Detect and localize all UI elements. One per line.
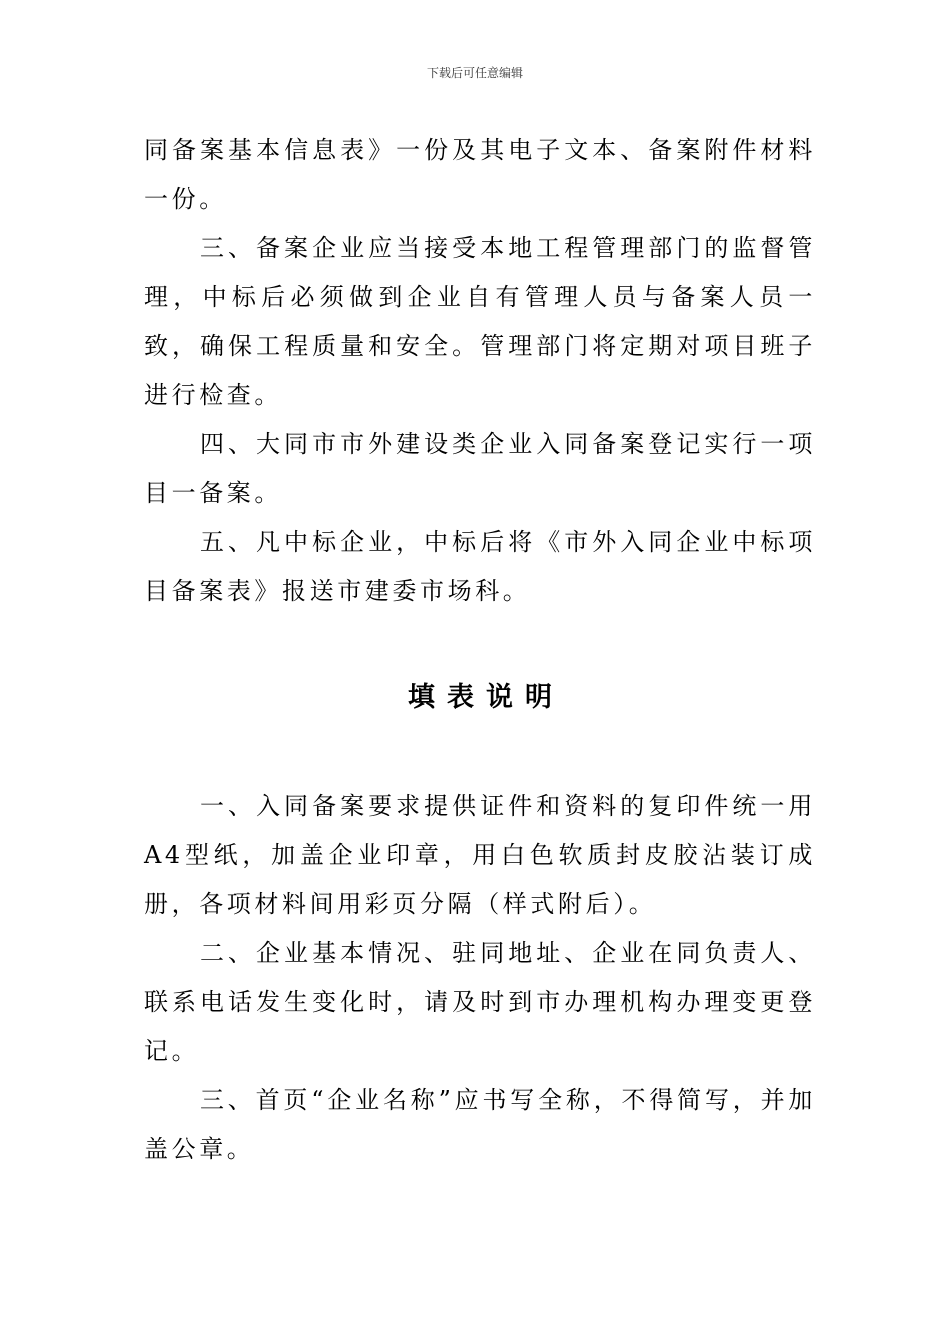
instruction-paragraph-2: 二、企业基本情况、驻同地址、企业在同负责人、联系电话发生变化时，请及时到市办理机构办理变更登记。 bbox=[144, 939, 816, 1065]
instruction-paragraph-3: 三、首页“企业名称”应书写全称，不得简写，并加盖公章。 bbox=[144, 1086, 816, 1163]
document-body bbox=[144, 126, 816, 1174]
rule-paragraph-4: 四、大同市市外建设类企业入同备案登记实行一项目一备案。 bbox=[144, 430, 816, 507]
instruction-paragraph-1: 一、入同备案要求提供证件和资料的复印件统一用A4型纸，加盖企业印章，用白色软质封皮胶沾装订成册，各项材料间用彩页分隔（样式附后）。 bbox=[144, 792, 816, 918]
rule-paragraph-3: 三、备案企业应当接受本地工程管理部门的监督管理，中标后必须做到企业自有管理人员与备案人员一致，确保工程质量和安全。管理部门将定期对项目班子进行检查。 bbox=[144, 234, 816, 409]
rule-paragraph-5: 五、凡中标企业，中标后将《市外入同企业中标项目备案表》报送市建委市场科。 bbox=[144, 528, 816, 605]
section-title: 填表说明 bbox=[408, 682, 564, 713]
page-header-note: 下载后可任意编辑 bbox=[426, 66, 523, 80]
continuation-paragraph: 同备案基本信息表》一份及其电子文本、备案附件材料一份。 bbox=[144, 136, 816, 213]
